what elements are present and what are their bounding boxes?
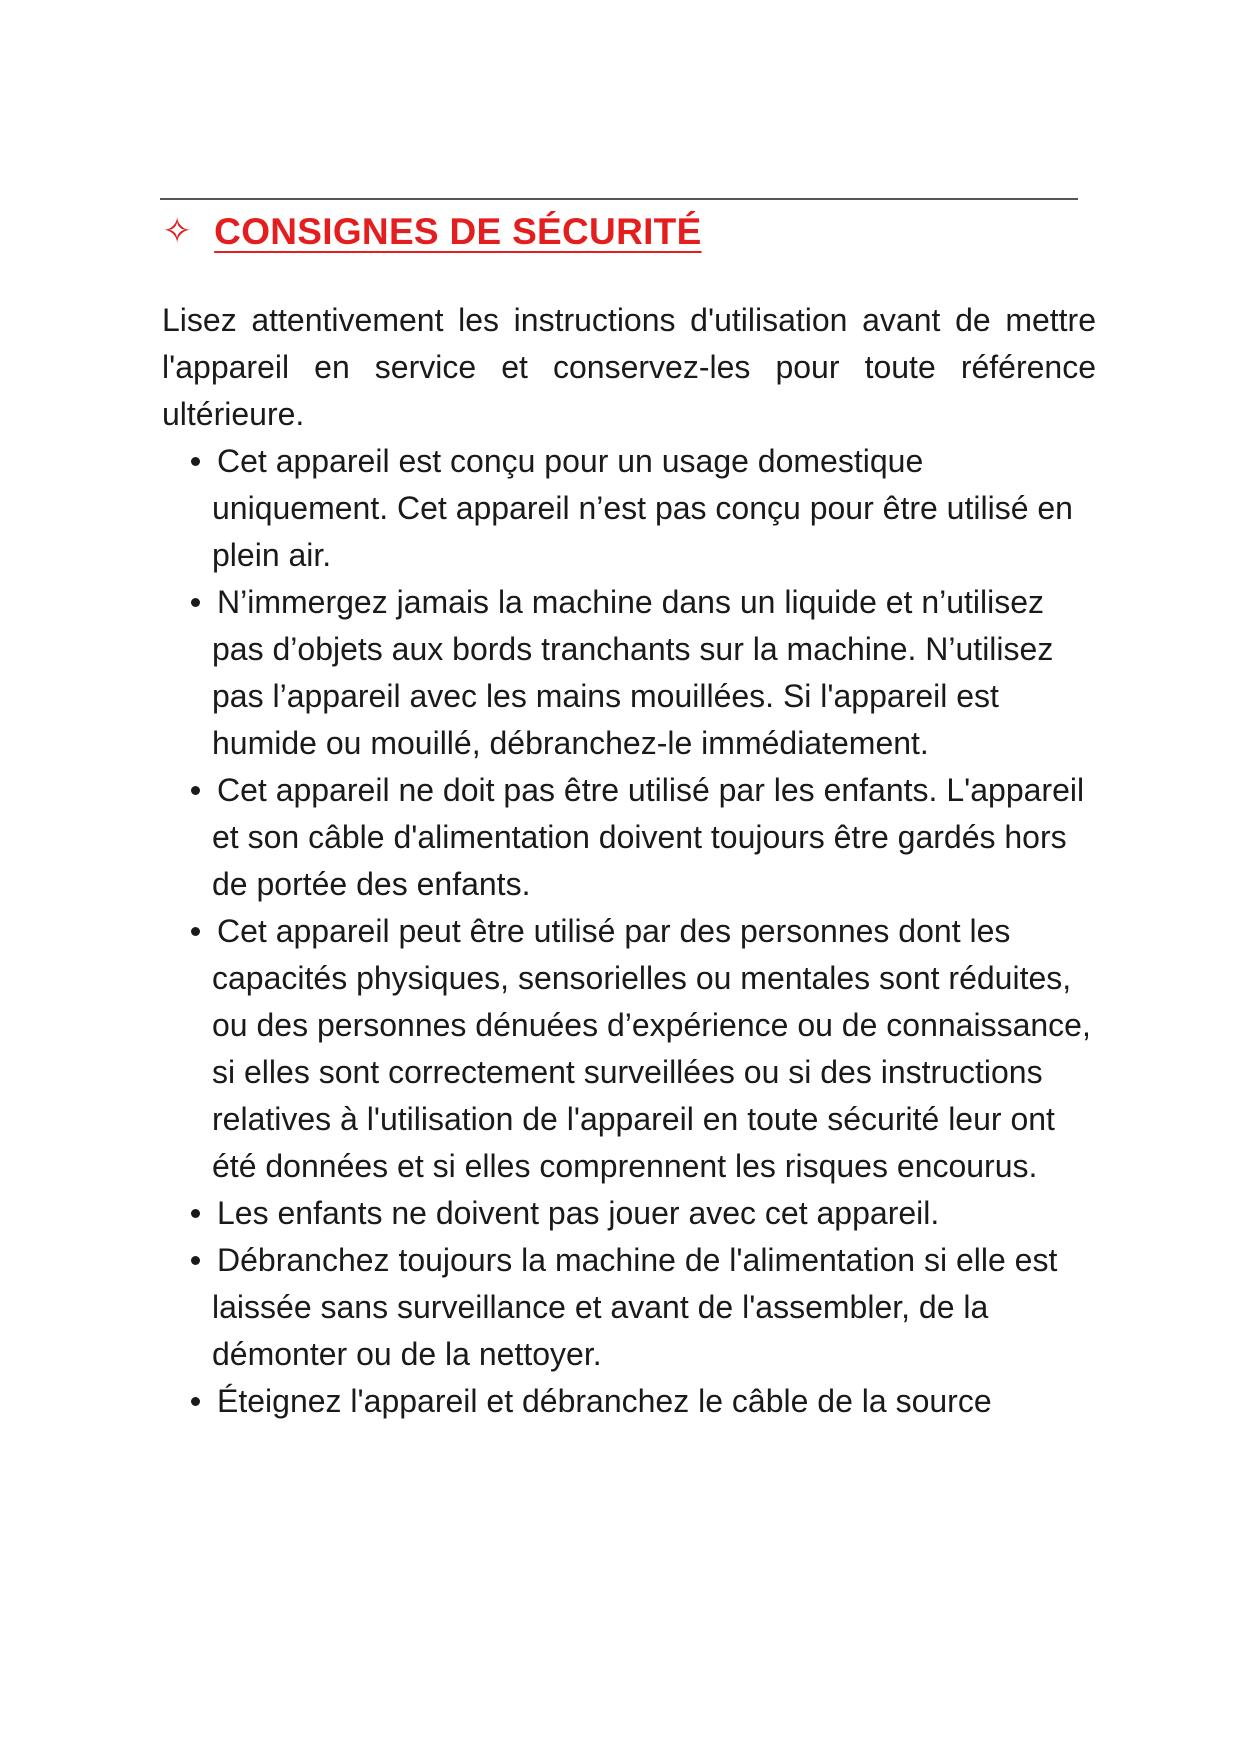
list-item xyxy=(162,579,1102,767)
list-item xyxy=(162,438,1102,579)
list-item-text: Cet appareil est conçu pour un usage domestique uniquement. Cet appareil n’est pas conçu pour être utilisé en plein air. xyxy=(212,443,1073,573)
bullet-icon xyxy=(191,927,200,936)
bullet-icon xyxy=(191,1397,200,1406)
section-title: CONSIGNES DE SÉCURITÉ xyxy=(214,211,702,252)
list-item xyxy=(162,767,1102,908)
bullet-icon xyxy=(191,786,200,795)
sparkle-star-icon: ✧ xyxy=(162,211,193,252)
bullet-icon xyxy=(191,1209,200,1218)
list-item-text: N’immergez jamais la machine dans un liquide et n’utilisez pas d’objets aux bords tranchants sur la machine. N’utilisez pas l’appareil avec les mains mouillées. Si l'appareil est humide ou mouillé, débranchez-le immédiatement. xyxy=(212,584,1054,761)
list-item xyxy=(162,1378,1102,1425)
list-item xyxy=(162,1190,1102,1237)
list-item-text: Débranchez toujours la machine de l'alimentation si elle est laissée sans surveillance et avant de l'assembler, de la démonter ou de la nettoyer. xyxy=(212,1242,1058,1372)
intro-paragraph: Lisez attentivement les instructions d'utilisation avant de mettre l'appareil en service et conservez-les pour toute référence ultérieure. xyxy=(162,302,1096,432)
bullet-icon xyxy=(191,1256,200,1265)
top-divider xyxy=(160,198,1078,200)
bullet-icon xyxy=(191,457,200,466)
list-item-text: Éteignez l'appareil et débranchez le câble de la source xyxy=(217,1383,992,1419)
safety-instructions-list xyxy=(162,438,1102,1425)
list-item xyxy=(162,908,1102,1190)
bullet-icon xyxy=(191,598,200,607)
list-item xyxy=(162,1237,1102,1378)
list-item-text: Cet appareil ne doit pas être utilisé par les enfants. L'appareil et son câble d'alimentation doivent toujours être gardés hors de portée des enfants. xyxy=(212,772,1085,902)
list-item-text: Cet appareil peut être utilisé par des personnes dont les capacités physiques, sensorielles ou mentales sont réduites, ou des personnes dénuées d’expérience ou de connaissance, si elles sont correctement surveillées ou si des instructions relatives à l'utilisation de l'appareil en toute sécurité leur ont été données et si elles comprennent les risques encourus. xyxy=(212,913,1091,1184)
section-heading xyxy=(162,204,708,260)
list-item-text: Les enfants ne doivent pas jouer avec cet appareil. xyxy=(217,1195,940,1231)
